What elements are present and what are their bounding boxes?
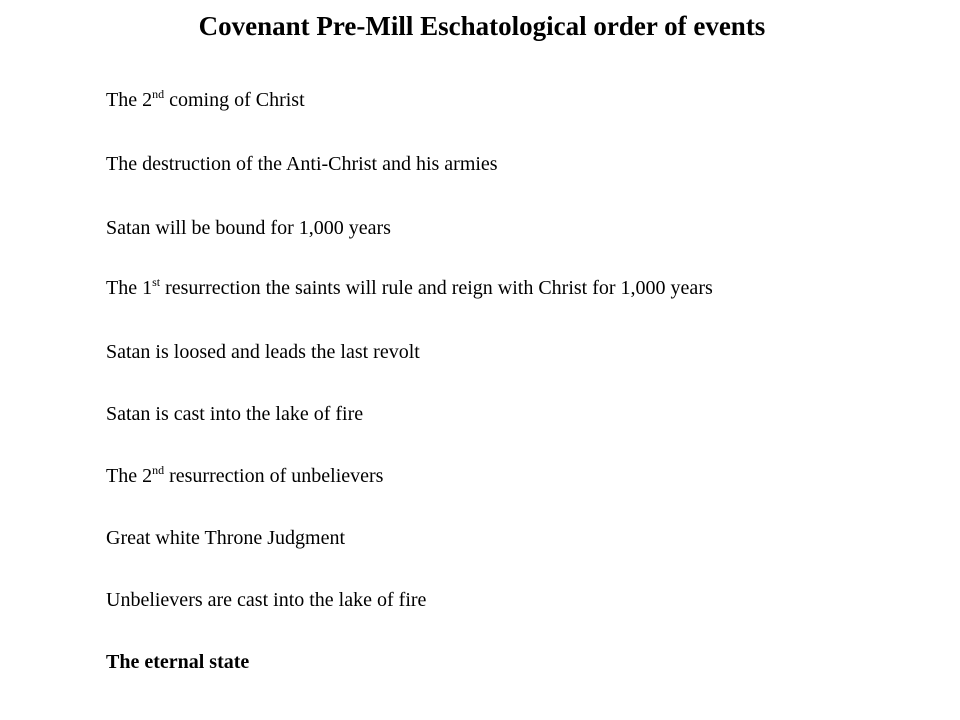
event-text: Satan will be bound for 1,000 years (106, 217, 391, 239)
event-item (106, 524, 345, 552)
event-item (106, 150, 498, 178)
event-text: The 2 (106, 465, 153, 487)
event-text: Great white Throne Judgment (106, 527, 346, 549)
event-text: Satan is cast into the lake of fire (106, 403, 364, 425)
event-text: The 1 (106, 277, 153, 299)
event-text-continued: coming of Christ (164, 89, 305, 111)
event-item (106, 400, 363, 428)
event-text: The eternal state (106, 651, 250, 673)
event-text-continued: resurrection the saints will rule and reign with Christ for 1,000 years (160, 277, 713, 299)
event-superscript: st (152, 275, 161, 289)
event-item-final (106, 648, 249, 676)
event-item (106, 338, 420, 366)
event-text: The destruction of the Anti-Christ and his armies (106, 153, 498, 175)
event-item (106, 462, 383, 490)
event-item (106, 274, 713, 302)
event-item (106, 86, 305, 114)
event-item (106, 214, 391, 242)
event-text: Unbelievers are cast into the lake of fire (106, 589, 427, 611)
event-superscript: nd (152, 87, 165, 101)
event-item (106, 586, 426, 614)
event-text-continued: resurrection of unbelievers (164, 465, 384, 487)
event-superscript: nd (152, 463, 165, 477)
event-text: The 2 (106, 89, 153, 111)
page-title: Covenant Pre-Mill Eschatological order of events (198, 11, 766, 41)
event-text: Satan is loosed and leads the last revolt (106, 341, 420, 363)
